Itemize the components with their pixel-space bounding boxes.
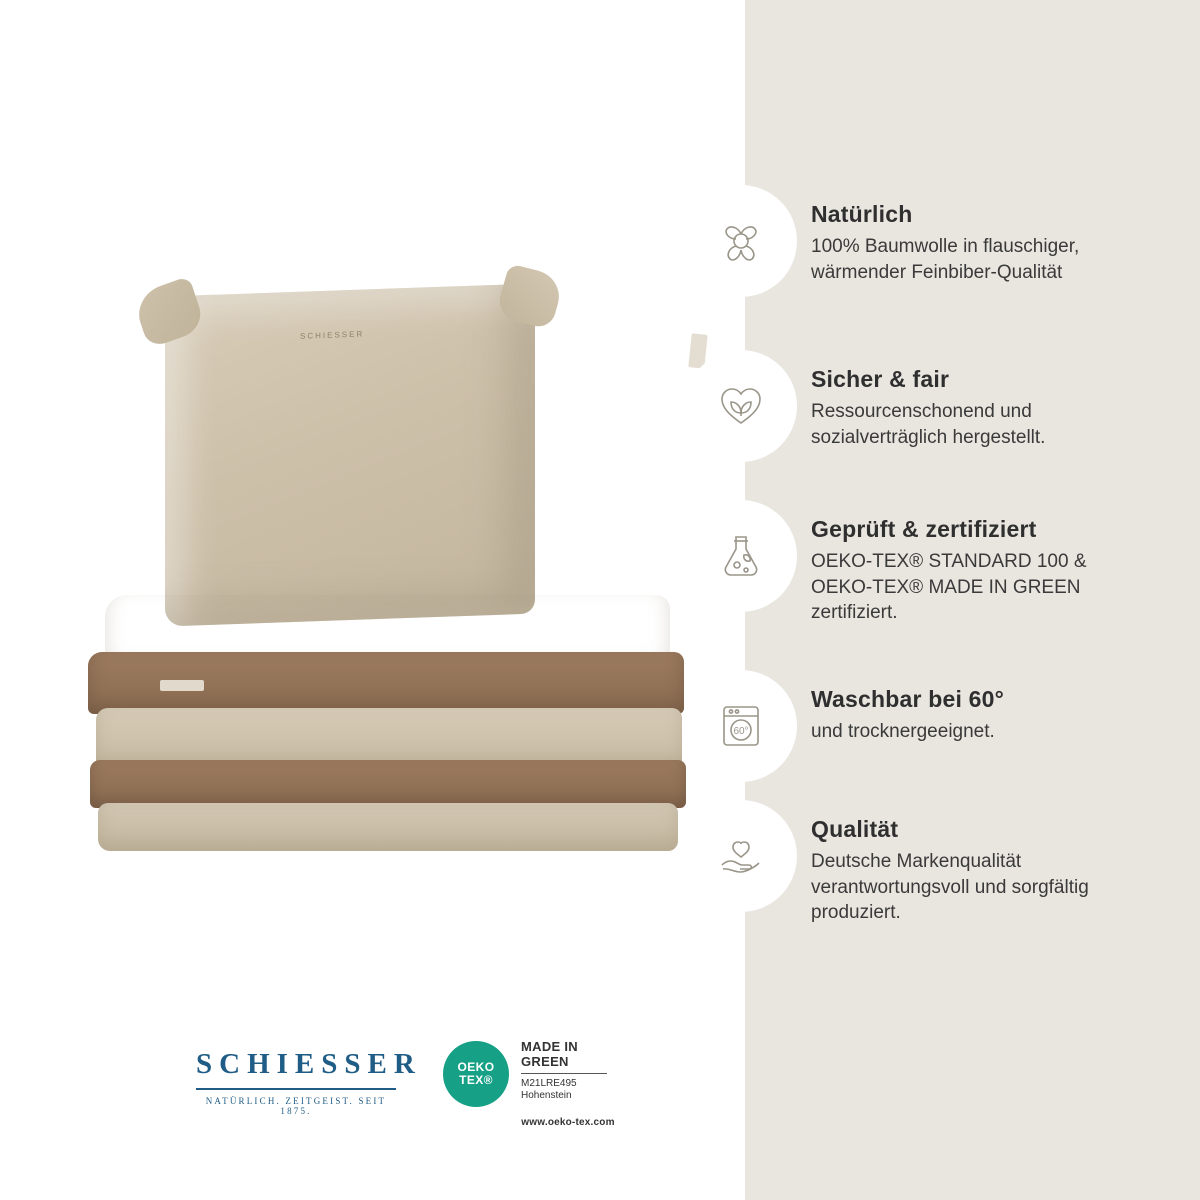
feature-description: 100% Baumwolle in flauschiger, wärmender Feinbiber-Qualität: [811, 236, 1080, 283]
folded-duvet-layer-4: [90, 760, 686, 808]
feature-item-natuerlich: [685, 185, 1185, 297]
made-in-green-line2: GREEN: [521, 1054, 569, 1069]
pillow: [165, 284, 535, 627]
feature-description: Ressourcenschonend und sozialverträglich hergestellt.: [811, 401, 1046, 448]
oeko-tex-url: www.oeko-tex.com: [521, 1117, 615, 1128]
logo-divider: [196, 1088, 396, 1090]
made-in-green-block: [521, 1039, 701, 1102]
feature-title: Natürlich: [811, 201, 913, 227]
oeko-tex-badge-line1: OEKO: [457, 1060, 495, 1074]
feature-item-qualitaet: [685, 800, 1185, 926]
feature-description: und trocknergeeignet.: [811, 721, 995, 742]
certificate-institute: Hohenstein: [521, 1090, 572, 1101]
feature-description: OEKO-TEX® STANDARD 100 & OEKO-TEX® MADE IN GREEN zertifiziert.: [811, 551, 1087, 624]
feature-item-sicher-fair: [685, 350, 1185, 462]
feature-title: Geprüft & zertifiziert: [811, 516, 1037, 542]
feature-title: Qualität: [811, 816, 899, 842]
certificate-divider: [521, 1073, 607, 1074]
feature-text: [811, 185, 1151, 285]
schiesser-tagline: NATÜRLICH. ZEITGEIST. SEIT 1875.: [205, 1096, 387, 1116]
duvet-care-tag: [160, 680, 204, 691]
feature-text: [811, 350, 1151, 450]
feature-text: [811, 800, 1151, 926]
heart-leaf-icon: [685, 350, 797, 462]
made-in-green-line1: MADE IN: [521, 1039, 578, 1054]
oeko-tex-badge: [443, 1041, 509, 1107]
certificate-code: M21LRE495: [521, 1078, 577, 1089]
folded-duvet-layer-3: [96, 708, 682, 766]
schiesser-logo: [196, 1048, 422, 1116]
oeko-tex-badge-line2: TEX®: [459, 1073, 493, 1087]
feature-description: Deutsche Markenqualität verantwortungsvoll und sorgfältig produziert.: [811, 851, 1089, 924]
folded-duvet-layer-5: [98, 803, 678, 851]
feature-list: [733, 0, 1200, 1200]
feature-title: Sicher & fair: [811, 366, 950, 392]
washing-machine-icon: [685, 670, 797, 782]
feature-item-waschbar: [685, 670, 1185, 782]
bedding-stack-illustration: [60, 290, 700, 850]
svg-text:60°: 60°: [733, 726, 749, 737]
feature-title: Waschbar bei 60°: [811, 686, 1005, 712]
lab-flask-leaf-icon: [685, 500, 797, 612]
feature-text: [811, 670, 1151, 745]
feature-text: [811, 500, 1151, 626]
schiesser-wordmark: SCHIESSER: [196, 1048, 422, 1080]
pillow-brand-label: SCHIESSER: [300, 329, 365, 341]
feature-item-geprueft-zertifiziert: [685, 500, 1185, 626]
cotton-flower-icon: [685, 185, 797, 297]
oeko-tex-certificate: [443, 1035, 713, 1145]
hand-heart-icon: [685, 800, 797, 912]
